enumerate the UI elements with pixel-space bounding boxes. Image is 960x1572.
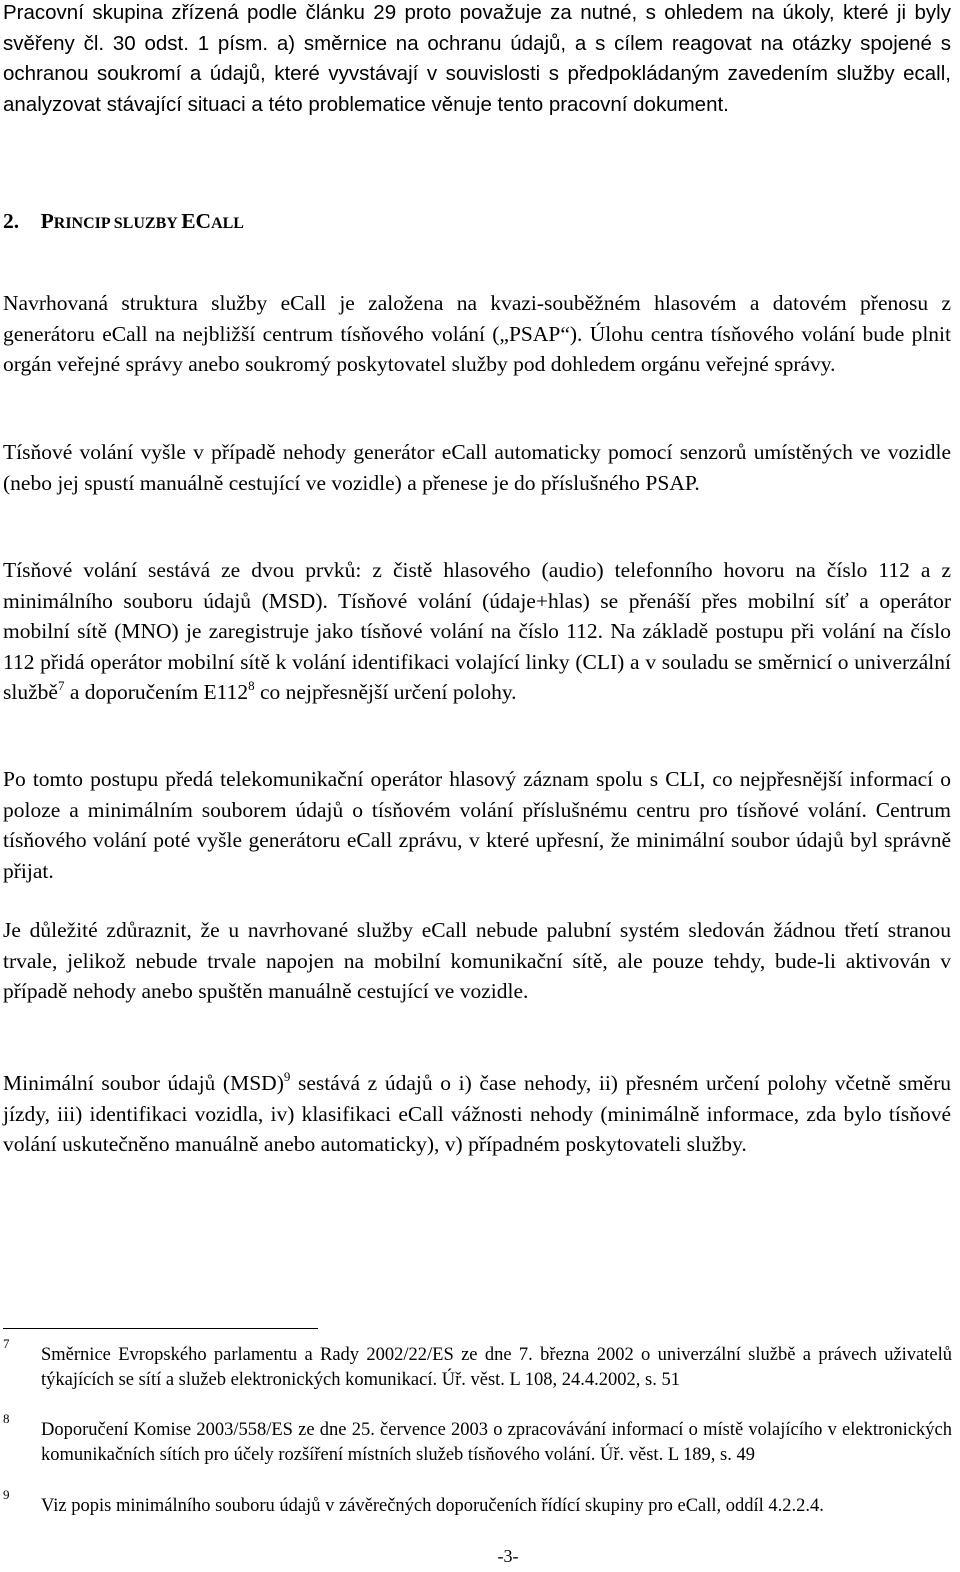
intro-paragraph: Pracovní skupina zřízená podle článku 29 proto považuje za nutné, s ohledem na úkoly, které ji byly svěřeny čl. 30 odst. 1 písm. a) směrnice na ochranu údajů, a s cílem reagovat na otázky spojené s ochranou soukromí a údajů, které vyvstávají v souvislosti s předpokládaným zavedením služby ecall, analyzovat stávající situaci a této problematice věnuje tento pracovní dokument. xyxy=(3,1,951,116)
paragraph-operator: Po tomto postupu předá telekomunikační operátor hlasový záznam spolu s CLI, co nejpřesnější informací o poloze a minimálním souborem údajů o tísňovém volání příslušnému centru pro tísňové volání. Centrum tísňového volání poté vyšle generátoru eCall zprávu, v které upřesní, že minimální soubor údajů byl správně přijat. xyxy=(3,767,951,883)
p3-text-c: co nejpřesnější určení polohy. xyxy=(254,680,517,704)
footnote-separator xyxy=(3,1328,318,1329)
paragraph-emergency-call: Tísňové volání vyšle v případě nehody generátor eCall automaticky pomocí senzorů umístěných ve vozidle (nebo jej spustí manuálně cestující ve vozidle) a přenese je do příslušného PSAP. xyxy=(3,440,951,495)
paragraph-structure: Navrhovaná struktura služby eCall je založena na kvazi-souběžném hlasovém a datovém přenosu z generátoru eCall na nejbližší centrum tísňového volání („PSAP“). Úlohu centra tísňového volání bude plnit orgán veřejné správy anebo soukromý poskytovatel služby pod dohledem orgánu veřejné správy. xyxy=(3,291,951,376)
footnote-number: 7 xyxy=(3,1336,10,1351)
paragraph-call-elements xyxy=(3,555,951,708)
footnote-ref-7: 7 xyxy=(57,677,65,693)
footnote-number: 9 xyxy=(3,1487,10,1502)
p3-text-a: Tísňové volání sestává ze dvou prvků: z čistě hlasového (audio) telefonního hovoru na číslo 112 a z minimálního souboru údajů (MSD). Tísňové volání (údaje+hlas) se přenáší přes mobilní síť a operátor mobilní sítě (MNO) je zaregistruje jako tísňové volání na číslo 112. Na základě postupu při volání na číslo 112 přidá operátor mobilní sítě k volání identifikaci volající linky (CLI) a v souladu se směrnicí o univerzální službě xyxy=(3,558,951,704)
footnote-text: Směrnice Evropského parlamentu a Rady 2002/22/ES ze dne 7. března 2002 o univerzální službě a právech uživatelů týkajících se sítí a služeb elektronických komunikací. Úř. věst. L 108, 24.4.2002, s. 51 xyxy=(41,1345,952,1390)
section-title-p: P xyxy=(40,209,54,233)
footnote-ref-8: 8 xyxy=(248,677,255,693)
section-title-all: ALL xyxy=(211,215,244,232)
section-title-rincip: RINCIP SLUZBY xyxy=(53,215,182,232)
footnote-ref-9: 9 xyxy=(283,1068,291,1084)
section-title-ec: EC xyxy=(181,209,212,233)
p6-text-b: sestává z údajů o i) čase nehody, ii) přesném určení polohy včetně směru jízdy, iii) identifikaci vozidla, iv) klasifikaci eCall vážnosti nehody (minimálně informace, zda bylo tísňové volání uskutečněno manuálně anebo automaticky), v) případném poskytovateli služby. xyxy=(3,1071,951,1156)
footnote-text: Doporučení Komise 2003/558/ES ze dne 25. července 2003 o zpracovávání informací o místě volajícího v elektronických komunikačních sítích pro účely rozšíření místních služeb tísňového volání. Úř. věst. L 189, s. 49 xyxy=(41,1420,952,1465)
section-number: 2. xyxy=(3,209,20,233)
p3-text-b: a doporučením E112 xyxy=(64,680,249,704)
p6-text-a: Minimální soubor údajů (MSD) xyxy=(3,1071,284,1095)
paragraph-msd xyxy=(3,1068,951,1160)
footnote-number: 8 xyxy=(3,1411,10,1426)
page-number: -3- xyxy=(497,1546,519,1566)
footnote-text: Viz popis minimálního souboru údajů v závěrečných doporučeních řídící skupiny pro eCall, oddíl 4.2.2.4. xyxy=(41,1496,824,1516)
paragraph-tracking: Je důležité zdůraznit, že u navrhované služby eCall nebude palubní systém sledován žádnou třetí stranou trvale, jelikož nebude trvale napojen na mobilní komunikační sítě, ale pouze tehdy, bude-li aktivován v případě nehody anebo spuštěn manuálně cestující ve vozidle. xyxy=(3,918,951,1003)
section-heading xyxy=(3,206,244,239)
